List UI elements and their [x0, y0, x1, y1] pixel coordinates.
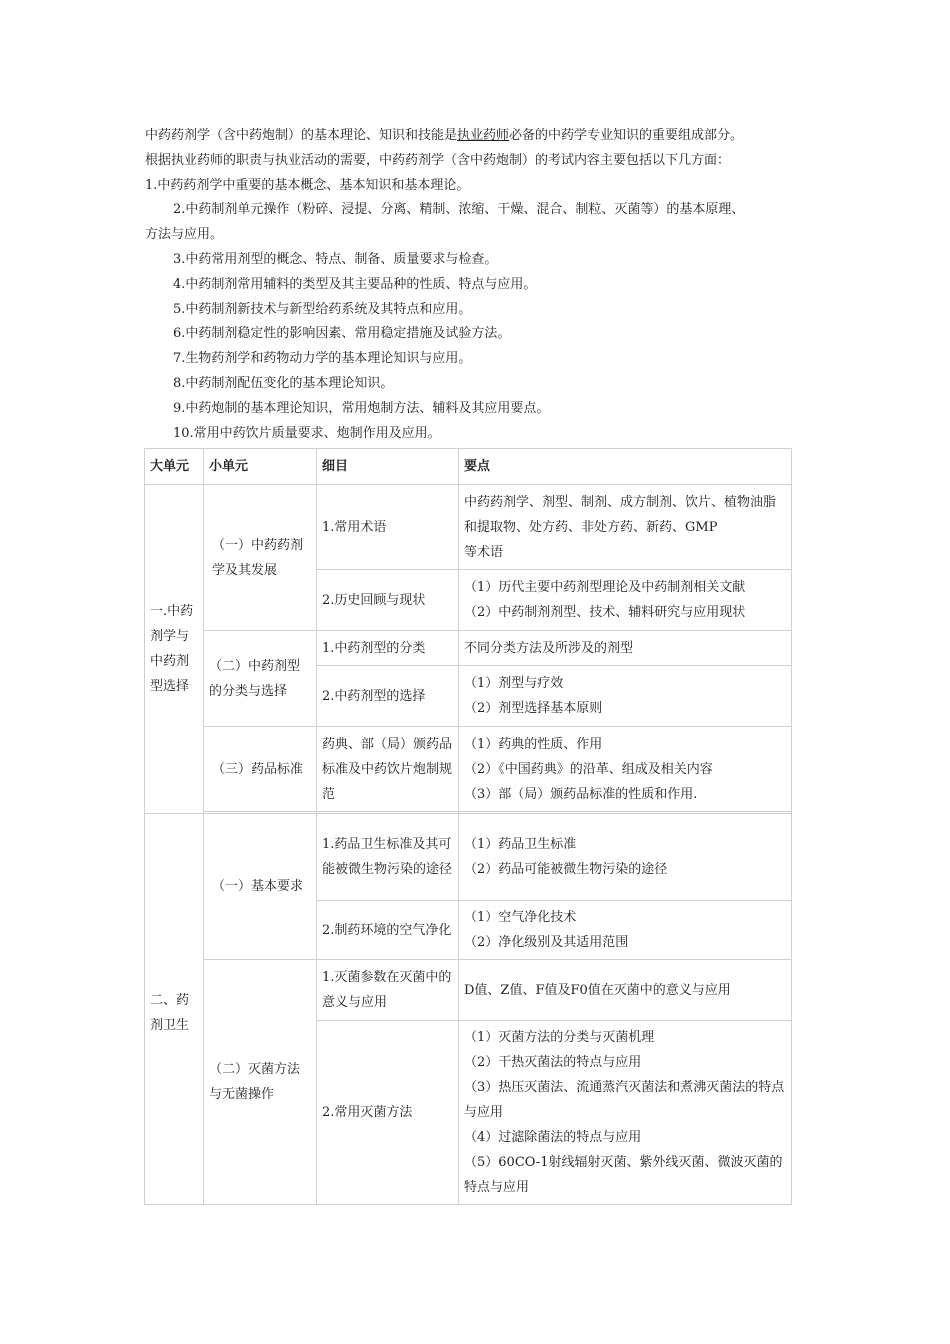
detail-cell: 2.制药环境的空气净化: [317, 901, 459, 960]
detail-cell: 2.中药剂型的选择: [317, 666, 459, 727]
detail-cell: 1.药品卫生标准及其可能被微生物污染的途径: [317, 814, 459, 901]
list-item: 4.中药制剂常用辅料的类型及其主要品种的性质、特点与应用。: [173, 276, 537, 292]
minor-unit-cell: （一）基本要求: [204, 814, 317, 960]
header-key-points: 要点: [459, 449, 792, 485]
header-major-unit: 大单元: [145, 449, 204, 485]
intro-paragraph-2: 根据执业药师的职责与执业活动的需要，中药药剂学（含中药炮制）的考试内容主要包括以下几方面：: [145, 152, 731, 168]
header-detail: 细目: [317, 449, 459, 485]
intro-section: [145, 124, 810, 446]
list-item: 1.中药药剂学中重要的基本概念、基本知识和基本理论。: [145, 177, 470, 193]
key-points-cell: （1）剂型与疗效 （2）剂型选择基本原则: [459, 666, 792, 727]
key-points-cell: （1）药典的性质、作用 （2）《中国药典》的沿革、组成及相关内容 （3）部（局）颁药品标准的性质和作用.: [459, 727, 792, 812]
header-minor-unit: 小单元: [204, 449, 317, 485]
table-row: [145, 814, 792, 901]
list-item: 2.中药制剂单元操作（粉碎、浸提、分离、精制、浓缩、干燥、混合、制粒、灭菌等）的基本原理、 方法与应用。: [145, 202, 745, 243]
key-points-cell: （1）空气净化技术 （2）净化级别及其适用范围: [459, 901, 792, 960]
intro-paragraph-1: 中药药剂学（含中药炮制）的基本理论、知识和技能是执业药师必备的中药学专业知识的重要组成部分。: [145, 128, 744, 143]
table-header-row: [145, 449, 792, 485]
list-item: 10.常用中药饮片质量要求、炮制作用及应用。: [173, 425, 441, 441]
minor-unit-cell: （一）中药药剂学及其发展: [204, 485, 317, 631]
list-item: 3.中药常用剂型的概念、特点、制备、质量要求与检查。: [173, 251, 498, 267]
key-points-cell: （1）药品卫生标准 （2）药品可能被微生物污染的途径: [459, 814, 792, 901]
syllabus-table: [144, 448, 792, 1205]
detail-cell: 1.灭菌参数在灭菌中的意义与应用: [317, 960, 459, 1021]
minor-unit-cell: （二）灭菌方法与无菌操作: [204, 960, 317, 1205]
list-item: 9.中药炮制的基本理论知识，常用炮制方法、辅料及其应用要点。: [173, 400, 550, 416]
detail-cell: 1.常用术语: [317, 485, 459, 570]
table-row: [145, 631, 792, 666]
list-item: 7.生物药剂学和药物动力学的基本理论知识与应用。: [173, 351, 472, 367]
detail-cell: 2.历史回顾与现状: [317, 570, 459, 631]
minor-unit-cell: （三）药品标准: [204, 727, 317, 812]
table-row: [145, 960, 792, 1021]
list-item: 5.中药制剂新技术与新型给药系统及其特点和应用。: [173, 301, 472, 317]
table-row: [145, 485, 792, 570]
detail-cell: 药典、部（局）颁药品标准及中药饮片炮制规范: [317, 727, 459, 812]
major-unit-cell: 二、药剂卫生: [145, 814, 204, 1205]
key-points-cell: D值、Z值、F值及F0值在灭菌中的意义与应用: [459, 960, 792, 1021]
minor-unit-cell: （二）中药剂型的分类与选择: [204, 631, 317, 727]
list-item: 8.中药制剂配伍变化的基本理论知识。: [173, 375, 394, 391]
detail-cell: 1.中药剂型的分类: [317, 631, 459, 666]
detail-cell: 2.常用灭菌方法: [317, 1021, 459, 1205]
list-item: 6.中药制剂稳定性的影响因素、常用稳定措施及试验方法。: [173, 326, 511, 342]
table-row: [145, 727, 792, 812]
key-points-cell: （1）灭菌方法的分类与灭菌机理 （2）干热灭菌法的特点与应用 （3）热压灭菌法、流通蒸汽灭菌法和煮沸灭菌法的特点与应用 （4）过滤除菌法的特点与应用 （5）60CO-1射线辐射灭菌、紫外线灭菌、微波灭菌的特点与应用: [459, 1021, 792, 1205]
key-points-cell: （1）历代主要中药剂型理论及中药制剂相关文献 （2）中药制剂剂型、技术、辅料研究与应用现状: [459, 570, 792, 631]
key-points-cell: 不同分类方法及所涉及的剂型: [459, 631, 792, 666]
licensed-pharmacist-link[interactable]: 执业药师: [457, 128, 510, 143]
major-unit-cell: 一.中药剂学与中药剂型选择: [145, 485, 204, 814]
key-points-cell: 中药药剂学、剂型、制剂、成方制剂、饮片、植物油脂和提取物、处方药、非处方药、新药、GMP 等术语: [459, 485, 792, 570]
